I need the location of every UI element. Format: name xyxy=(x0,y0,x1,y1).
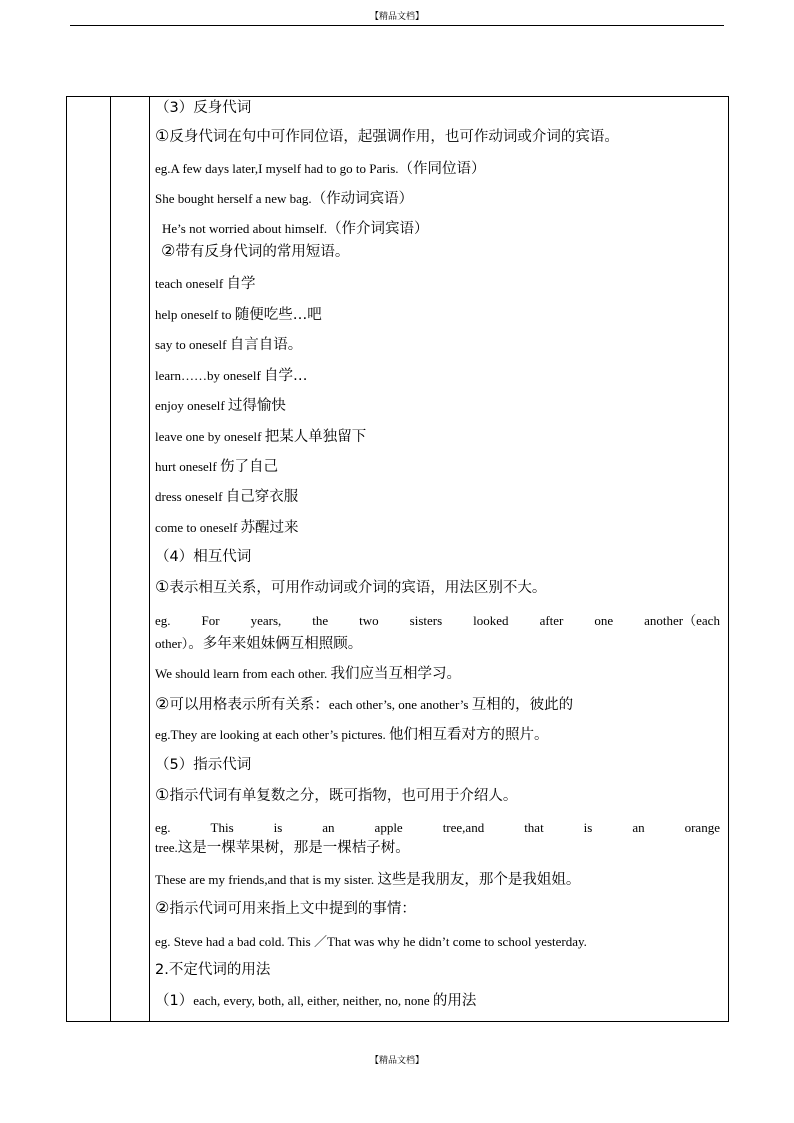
section-4-point-1 xyxy=(155,578,720,597)
example-en: eg.They are looking at each other’s pictures. xyxy=(155,727,390,742)
word: apple xyxy=(374,820,403,835)
example-en: eg.A few days later,I myself had to go to Paris. xyxy=(155,161,399,176)
phrase-cn: 过得愉快 xyxy=(227,398,286,414)
section-3-point-2-text: 带有反身代词的常用短语。 xyxy=(175,244,350,260)
section-3-heading: （3）反身代词 xyxy=(155,100,252,116)
word: eg. xyxy=(155,613,171,628)
section-4-point-2 xyxy=(155,695,720,715)
phrase-row xyxy=(155,488,720,507)
phrase-cn: 自己穿衣服 xyxy=(225,489,299,505)
word: the xyxy=(312,613,329,628)
subheading-en: each, every, both, all, either, neither, no, none xyxy=(193,993,433,1008)
phrase-row xyxy=(155,397,720,416)
word: another（each xyxy=(644,613,720,628)
example-en: eg. Steve had a bad cold. This ／That was why he didn’t come to school yesterday. xyxy=(155,934,587,949)
section-4-heading: （4）相互代词 xyxy=(155,549,252,565)
phrase-en: help oneself to xyxy=(155,307,235,322)
point-cn: 可以用格表示所有关系： xyxy=(169,697,329,713)
example-cn: 。多年来姐妹俩互相照顾。 xyxy=(188,636,363,652)
subheading-cn: 的用法 xyxy=(432,993,477,1009)
section-5-example-1-line-1 xyxy=(155,819,720,837)
section-3-point-2 xyxy=(161,242,720,261)
phrase-cn: 自言自语。 xyxy=(229,337,303,353)
phrase-en: say to oneself xyxy=(155,337,230,352)
example-cn: （作介词宾语） xyxy=(327,221,429,237)
section-3-example-2 xyxy=(155,190,720,209)
word: sisters xyxy=(409,613,443,628)
section-4-example-3 xyxy=(155,726,720,745)
column-divider-2 xyxy=(149,97,150,1021)
phrase-en: enjoy oneself xyxy=(155,398,228,413)
section-5-example-2 xyxy=(155,871,720,890)
phrase-en: dress oneself xyxy=(155,489,226,504)
phrase-row xyxy=(155,428,720,447)
word: is xyxy=(273,820,283,835)
section-5-example-1-line-2 xyxy=(155,839,720,858)
phrase-cn: 自学… xyxy=(264,368,308,384)
section-5-example-3 xyxy=(155,933,720,952)
word: that xyxy=(524,820,544,835)
word: years, xyxy=(250,613,282,628)
word: looked xyxy=(473,613,509,628)
word: is xyxy=(583,820,593,835)
phrase-cn: 苏醒过来 xyxy=(240,520,299,536)
phrase-row xyxy=(155,367,720,386)
example-en: other） xyxy=(155,636,189,651)
justified-line xyxy=(155,612,720,630)
phrase-en: come to oneself xyxy=(155,520,241,535)
section-2-subheading xyxy=(155,992,720,1011)
circled-2-marker: ② xyxy=(155,694,170,713)
phrase-row xyxy=(155,275,720,294)
phrase-en: hurt oneself xyxy=(155,459,220,474)
section-4-example-1-line-2 xyxy=(155,635,720,654)
circled-2-marker: ② xyxy=(155,898,170,917)
justified-line xyxy=(155,819,720,837)
word: an xyxy=(632,820,645,835)
phrase-row xyxy=(155,458,720,477)
example-en: We should learn from each other. xyxy=(155,666,331,681)
section-4-point-1-text: 表示相互关系，可用作动词或介词的宾语，用法区别不大。 xyxy=(169,580,547,596)
word: tree,and xyxy=(442,820,485,835)
page-header-label: 【精品文档】 xyxy=(369,12,424,22)
section-3-example-1 xyxy=(155,160,720,179)
example-cn: （作同位语） xyxy=(398,161,486,177)
word: For xyxy=(201,613,220,628)
circled-2-marker: ② xyxy=(161,241,176,260)
example-cn: 我们应当互相学习。 xyxy=(330,666,461,682)
section-5-point-1 xyxy=(155,786,720,805)
section-5-point-2 xyxy=(155,899,720,918)
section-5-point-2-text: 指示代词可用来指上文中提到的事情： xyxy=(169,901,416,917)
word: after xyxy=(539,613,564,628)
point-cn-2: 互相的，彼此的 xyxy=(471,697,574,713)
example-en: She bought herself a new bag. xyxy=(155,191,312,206)
word: an xyxy=(322,820,335,835)
phrase-cn: 自学 xyxy=(226,276,256,292)
example-en: He’s not worried about himself. xyxy=(162,221,327,236)
section-5-point-1-text: 指示代词有单复数之分，既可指物，也可用于介绍人。 xyxy=(169,788,518,804)
circled-1-marker: ① xyxy=(155,126,170,145)
header-rule xyxy=(70,25,724,26)
phrase-en: teach oneself xyxy=(155,276,227,291)
phrase-en: learn……by oneself xyxy=(155,368,265,383)
phrase-en: leave one by oneself xyxy=(155,429,265,444)
word: one xyxy=(594,613,614,628)
example-cn: 这些是我朋友，那个是我姐姐。 xyxy=(377,872,581,888)
circled-1-marker: ① xyxy=(155,785,170,804)
phrase-row xyxy=(155,519,720,538)
phrase-row xyxy=(155,306,720,325)
section-4-example-1-line-1 xyxy=(155,612,720,630)
phrase-cn: 随便吃些…吧 xyxy=(234,307,322,323)
example-cn: 他们相互看对方的照片。 xyxy=(389,727,549,743)
section-3-point-1 xyxy=(155,127,720,146)
example-en: tree. xyxy=(155,840,178,855)
word: orange xyxy=(684,820,720,835)
phrase-cn: 伤了自己 xyxy=(219,459,278,475)
example-cn: 这是一棵苹果树，那是一棵桔子树。 xyxy=(177,840,410,856)
column-divider-1 xyxy=(110,97,111,1021)
section-3-example-3 xyxy=(162,220,720,239)
word: two xyxy=(359,613,379,628)
phrase-row xyxy=(155,336,720,355)
example-en: These are my friends,and that is my sister. xyxy=(155,872,378,887)
point-en: each other’s, one another’s xyxy=(328,697,472,712)
page-footer-label: 【精品文档】 xyxy=(369,1056,424,1066)
section-3-point-1-text: 反身代词在句中可作同位语，起强调作用，也可作动词或介词的宾语。 xyxy=(169,129,619,145)
section-2-heading: 2.不定代词的用法 xyxy=(155,962,271,978)
word: eg. xyxy=(155,820,171,835)
section-5-heading: （5）指示代词 xyxy=(155,757,252,773)
word: This xyxy=(210,820,234,835)
subheading-number: （1） xyxy=(155,993,194,1009)
section-4-example-2 xyxy=(155,665,720,684)
example-cn: （作动词宾语） xyxy=(311,191,414,207)
content-table xyxy=(66,96,729,1022)
circled-1-marker: ① xyxy=(155,577,170,596)
phrase-cn: 把某人单独留下 xyxy=(264,429,367,445)
